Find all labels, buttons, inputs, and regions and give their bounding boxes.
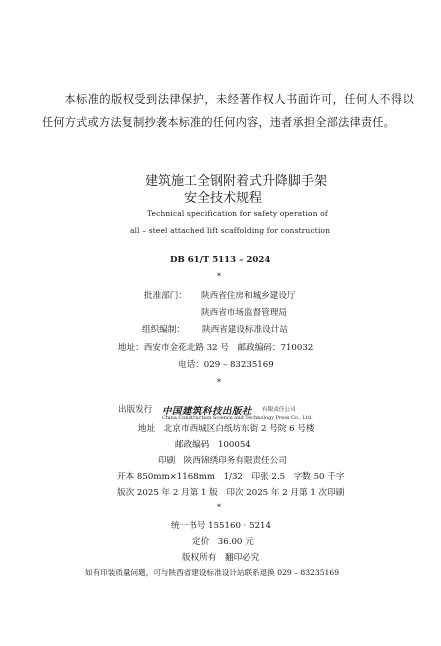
quality-notice: 如有印装质量问题，可与陕西省建设标准设计站联系退换 029 – 83235169 (85, 568, 340, 577)
publisher-logo-english: China Construction Science and Technology Press Co., Ltd. (162, 415, 313, 421)
isbn: 统一书号 155160 · 5214 (171, 521, 271, 531)
printer: 印刷 陕西锦绣印务有限责任公司 (158, 456, 287, 466)
standard-number: DB 61/T 5113 – 2024 (170, 255, 271, 265)
title-en-line2: all – steel attached lift scaffolding for construction (130, 226, 331, 235)
publisher-address: 地址 北京市西城区白纸坊东街 2 号院 6 号楼 (138, 424, 315, 434)
title-en-line1: Technical specification for safety operation of (147, 209, 328, 218)
price: 定价 36.00 元 (192, 537, 254, 547)
edition-info: 版次 2025 年 2 月第 1 版 印次 2025 年 2 月第 1 次印刷 (117, 488, 345, 498)
rights-notice: 版权所有 翻印必究 (182, 553, 260, 563)
publisher-logo: 中国建筑科技出版社 (162, 406, 253, 417)
publisher-label: 出版发行 (118, 405, 153, 415)
separator-star-1: * (217, 272, 221, 281)
editor-value: 陕西省建设标准设计站 (202, 325, 288, 335)
copyright-text: 本标准的版权受到法律保护，未经著作权人书面许可，任何人不得以任何方式或方法复制抄袭本标准的任何内容，违者承担全部法律责任。 (42, 93, 414, 129)
approval-dept-1: 陕西省住房和城乡建设厅 (201, 291, 296, 301)
separator-star-3: * (217, 503, 221, 512)
title-cn-line1: 建筑施工全钢附着式升降脚手架 (145, 174, 328, 189)
approval-label: 批准部门： (144, 291, 187, 301)
copyright-notice (42, 88, 414, 134)
editor-phone: 电话：029 – 83235169 (178, 360, 274, 370)
publisher-postcode: 邮政编码 100054 (175, 440, 251, 450)
separator-star-2: * (217, 378, 221, 387)
format-info: 开本 850mm×1168mm 1/32 印张 2.5 字数 50 千字 (117, 472, 345, 482)
publisher-logo-suffix: 有限责任公司 (262, 407, 296, 413)
title-cn-line2: 安全技术规程 (184, 191, 263, 206)
approval-dept-2: 陕西省市场监督管理局 (201, 308, 287, 318)
editor-label: 组织编制： (142, 325, 185, 335)
editor-address: 地址：西安市金花北路 32 号 邮政编码：710032 (118, 343, 314, 353)
